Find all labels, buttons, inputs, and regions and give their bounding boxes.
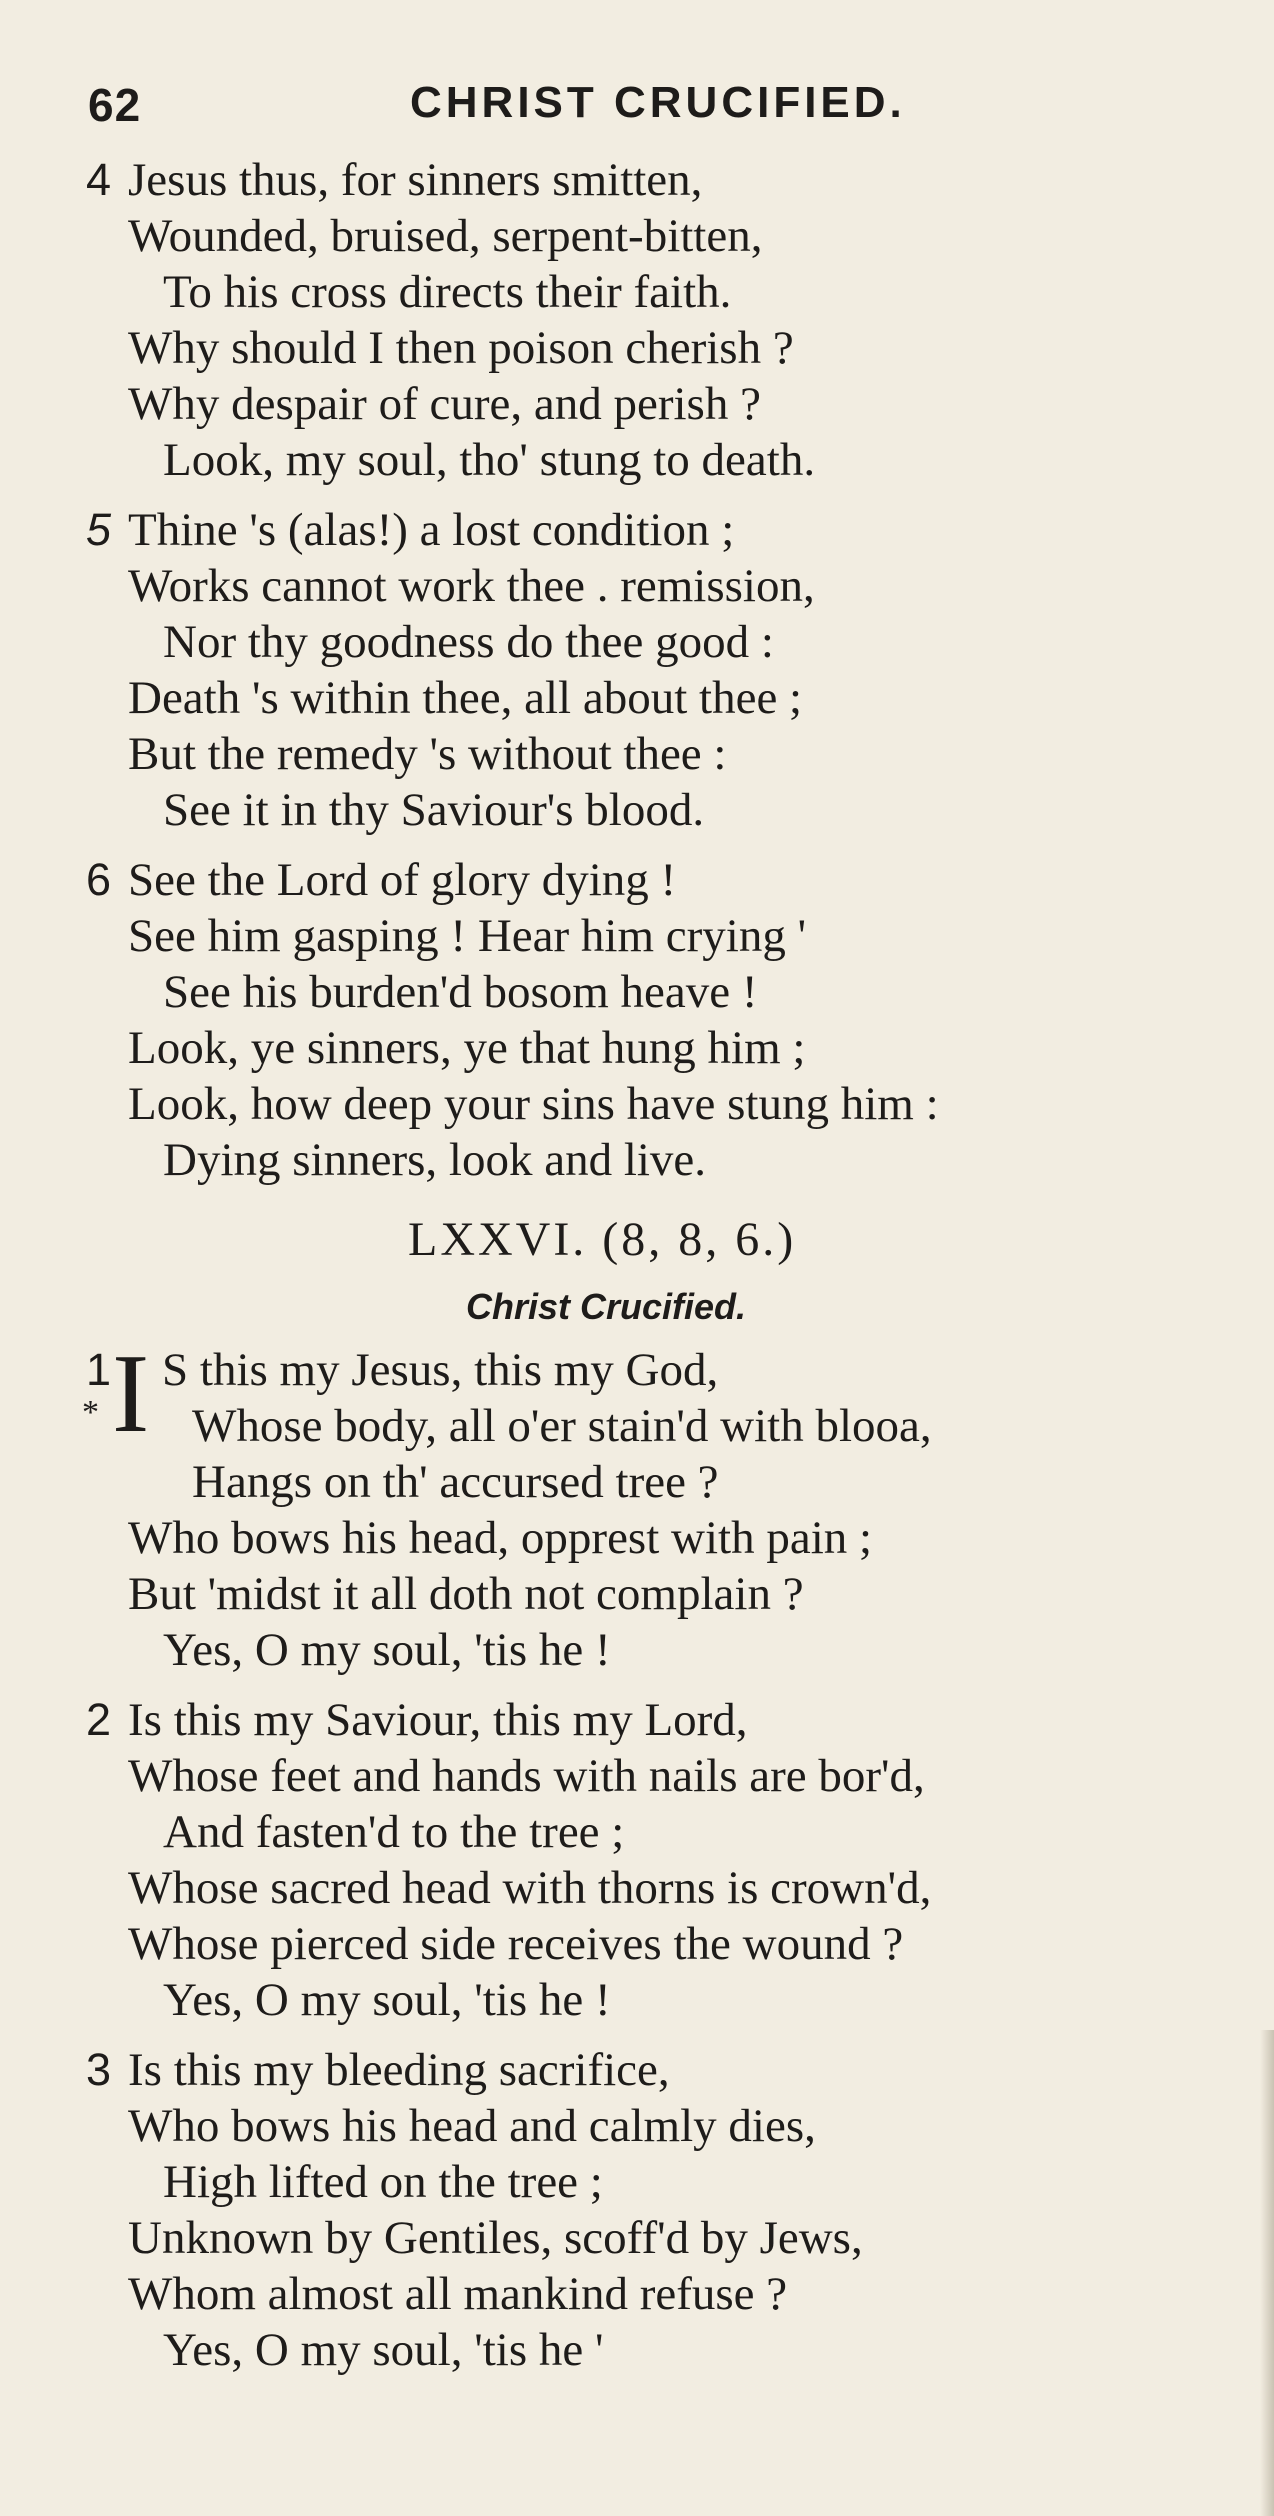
verse-line: But 'midst it all doth not complain ? <box>128 1568 804 1620</box>
asterisk-marker: * <box>82 1394 99 1431</box>
verse-line: Thine 's (alas!) a lost condition ; <box>128 504 735 556</box>
verse-number: 2 <box>86 1694 112 1745</box>
verse-line: Look, ye sinners, ye that hung him ; <box>128 1022 806 1074</box>
verse-line: Nor thy goodness do thee good : <box>163 616 774 668</box>
verse-line: Look, my soul, tho' stung to death. <box>163 434 816 486</box>
page-edge-shadow <box>1260 2030 1274 2516</box>
page-number: 62 <box>88 79 142 131</box>
verse-number: 6 <box>86 854 112 905</box>
verse-line: Wounded, bruised, serpent-bitten, <box>128 210 763 262</box>
verse-line: Unknown by Gentiles, scoff'd by Jews, <box>128 2212 863 2264</box>
verse-line: S this my Jesus, this my God, <box>162 1344 719 1396</box>
verse-line: To his cross directs their faith. <box>163 266 732 318</box>
verse-line: Yes, O my soul, 'tis he ' <box>163 2324 604 2376</box>
running-title: CHRIST CRUCIFIED. <box>410 78 906 127</box>
verse-line: See the Lord of glory dying ! <box>128 854 677 906</box>
verse-number: 3 <box>86 2044 112 2095</box>
verse-line: Is this my Saviour, this my Lord, <box>128 1694 748 1746</box>
verse-line: Is this my bleeding sacrifice, <box>128 2044 670 2096</box>
verse-line: Yes, O my soul, 'tis he ! <box>163 1624 611 1676</box>
verse-line: Whose pierced side receives the wound ? <box>128 1918 904 1970</box>
verse-line: Who bows his head, opprest with pain ; <box>128 1512 873 1564</box>
page-header <box>0 78 1274 138</box>
verse-line: But the remedy 's without thee : <box>128 728 727 780</box>
verse-line: Hangs on th' accursed tree ? <box>192 1456 719 1508</box>
verse-number: 1 <box>86 1344 112 1395</box>
hymn-heading: LXXVI. (8, 8, 6.) <box>408 1213 797 1266</box>
verse-line: Look, how deep your sins have stung him : <box>128 1078 939 1130</box>
verse-line: Yes, O my soul, 'tis he ! <box>163 1974 611 2026</box>
verse-line: Who bows his head and calmly dies, <box>128 2100 816 2152</box>
verse-line: Jesus thus, for sinners smitten, <box>128 154 703 206</box>
verse-line: See his burden'd bosom heave ! <box>163 966 758 1018</box>
drop-cap: I <box>112 1332 150 1456</box>
verse-line: Whom almost all mankind refuse ? <box>128 2268 788 2320</box>
verse-line: Whose feet and hands with nails are bor'd, <box>128 1750 925 1802</box>
verse-line: High lifted on the tree ; <box>163 2156 603 2208</box>
verse-line: Whose body, all o'er stain'd with blooa, <box>192 1400 932 1452</box>
hymn-subtitle: Christ Crucified. <box>466 1286 747 1327</box>
verse-line: See it in thy Saviour's blood. <box>163 784 705 836</box>
verse-line: See him gasping ! Hear him crying ' <box>128 910 807 962</box>
verse-line: Why should I then poison cherish ? <box>128 322 794 374</box>
verse-line: Why despair of cure, and perish ? <box>128 378 761 430</box>
verse-number: 5 <box>86 504 112 555</box>
verse-line: Whose sacred head with thorns is crown'd, <box>128 1862 932 1914</box>
verse-line: Death 's within thee, all about thee ; <box>128 672 803 724</box>
verse-line: Works cannot work thee . remission, <box>128 560 815 612</box>
verse-line: And fasten'd to the tree ; <box>163 1806 625 1858</box>
verse-line: Dying sinners, look and live. <box>163 1134 707 1186</box>
verse-number: 4 <box>86 154 112 205</box>
